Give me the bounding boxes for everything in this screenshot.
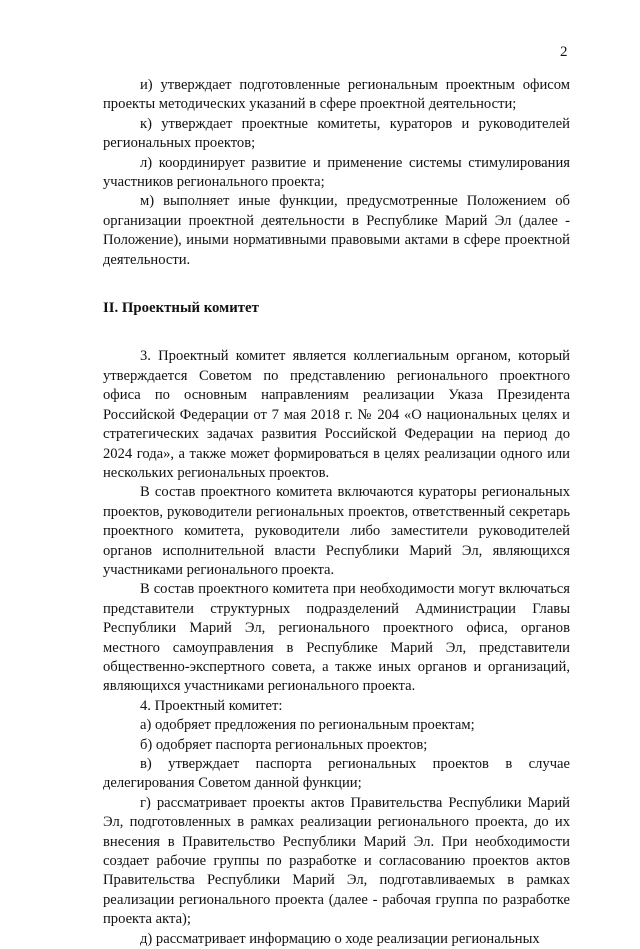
section-heading: II. Проектный комитет bbox=[103, 300, 259, 317]
paragraph-3: 3. Проектный комитет является коллегиальным органом, который утверждается Советом по представлению регионального проектного офиса по основным направлениям реализации Указа Президента Российской Федерации от 7 мая 2018 г. № 204 «О национальных целях и стратегических задачах развития Российской Федерации на период до 2024 года», а также может формироваться в целях реализации одного или нескольких региональных проектов. bbox=[103, 348, 570, 481]
paragraph-4g: г) рассматривает проекты актов Правительства Республики Марий Эл, подготовленных в рамках реализации регионального проекта, до их внесения в Правительство Республики Марий Эл. При необходимости создает рабочие группы по разработке и согласованию проектов актов Правительства Республики Марий Эл, подготавливаемых в рамках реализации регионального проекта (далее - рабочая группа по разработке проекта акта); bbox=[103, 794, 570, 928]
paragraph-4: 4. Проектный комитет: bbox=[140, 697, 283, 714]
document-body bbox=[103, 76, 570, 949]
paragraph-composition-optional: В состав проектного комитета при необходимости могут включаться представители структурных подразделений Администрации Главы Республики Марий Эл, регионального проектного офиса, органов местного самоуправления в Республике Марий Эл, представители общественно-экспертного совета, а также иных органов и организаций, являющихся участниками регионального проекта. bbox=[103, 581, 570, 695]
paragraph-4d: д) рассматривает информацию о ходе реализации региональных bbox=[140, 930, 540, 947]
paragraph-4a: а) одобряет предложения по региональным проектам; bbox=[140, 717, 475, 734]
paragraph-k: к) утверждает проектные комитеты, кураторов и руководителей региональных проектов; bbox=[103, 115, 570, 152]
paragraph-4b: б) одобряет паспорта региональных проектов; bbox=[140, 736, 428, 753]
paragraph-composition: В состав проектного комитета включаются кураторы региональных проектов, руководители региональных проектов, ответственный секретарь проектного комитета, руководители либо заместители руководителей органов исполнительной власти Республики Марий Эл, являющихся участниками регионального проекта. bbox=[103, 484, 570, 578]
paragraph-l: л) координирует развитие и применение системы стимулирования участников регионального проекта; bbox=[103, 154, 570, 191]
page-number: 2 bbox=[560, 44, 568, 60]
paragraph-m: м) выполняет иные функции, предусмотренные Положением об организации проектной деятельности в Республике Марий Эл (далее - Положение), иными нормативными правовыми актами в сфере проектной деятельности. bbox=[103, 193, 570, 268]
paragraph-i: и) утверждает подготовленные региональным проектным офисом проекты методических указаний в сфере проектной деятельности; bbox=[103, 77, 570, 113]
paragraph-4v: в) утверждает паспорта региональных проектов в случае делегирования Советом данной функции; bbox=[103, 756, 570, 792]
